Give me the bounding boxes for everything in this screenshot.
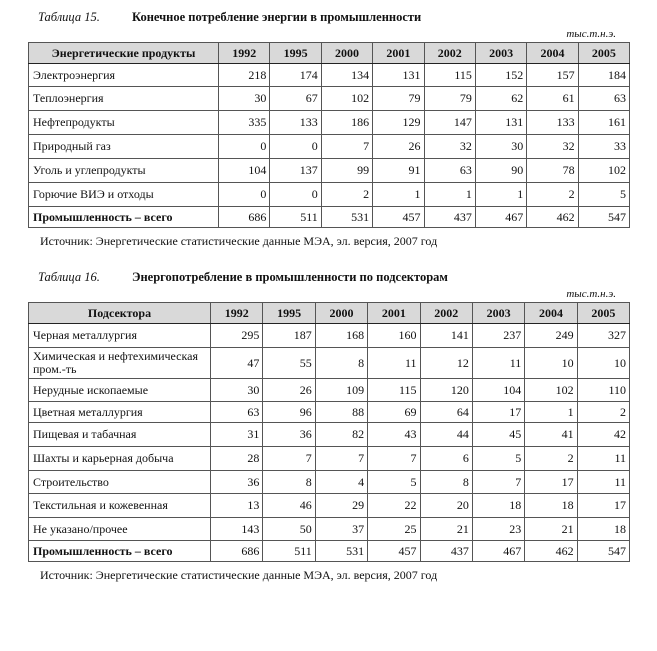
table-16-header [29,303,630,324]
cell-value: 102 [321,87,372,111]
table-row [29,402,630,423]
cell-value: 46 [263,494,315,518]
cell-value: 32 [424,135,475,159]
cell-value: 511 [263,541,315,562]
cell-value: 295 [211,324,263,348]
cell-value: 462 [525,541,577,562]
table-16-block [28,270,630,583]
cell-value: 115 [424,64,475,87]
cell-value: 55 [263,348,315,379]
table-16-caption [28,270,630,288]
cell-value: 22 [368,494,420,518]
cell-value: 157 [527,64,578,87]
cell-value: 20 [420,494,472,518]
cell-value: 13 [211,494,263,518]
cell-value: 161 [578,111,629,135]
table-row [29,494,630,518]
cell-value: 104 [472,379,524,402]
table-15-number: Таблица 15. [38,10,100,24]
cell-value: 335 [219,111,270,135]
cell-value: 547 [578,207,629,228]
cell-value: 31 [211,423,263,447]
cell-value: 45 [472,423,524,447]
cell-value: 10 [577,348,629,379]
table-15-caption [28,10,630,28]
cell-value: 18 [525,494,577,518]
cell-value: 5 [578,183,629,207]
cell-value: 7 [368,447,420,471]
column-header-year: 2004 [525,303,577,324]
cell-value: 79 [373,87,424,111]
table-row [29,518,630,541]
cell-value: 2 [321,183,372,207]
cell-value: 437 [424,207,475,228]
cell-value: 0 [219,135,270,159]
cell-value: 78 [527,159,578,183]
row-label: Уголь и углепродукты [29,159,219,183]
row-label: Строительство [29,471,211,494]
cell-value: 187 [263,324,315,348]
cell-value: 12 [420,348,472,379]
column-header-year: 1995 [270,43,321,64]
table-16 [28,302,630,562]
cell-value: 110 [577,379,629,402]
cell-value: 2 [577,402,629,423]
cell-value: 457 [373,207,424,228]
column-header-name: Энергетические продукты [29,43,219,64]
cell-value: 184 [578,64,629,87]
table-16-unit: тыс.т.н.э. [566,288,616,300]
cell-value: 18 [472,494,524,518]
cell-value: 17 [577,494,629,518]
cell-value: 90 [475,159,526,183]
row-label: Нефтепродукты [29,111,219,135]
cell-value: 102 [525,379,577,402]
cell-value: 168 [315,324,367,348]
cell-value: 2 [525,447,577,471]
cell-value: 18 [577,518,629,541]
cell-value: 7 [263,447,315,471]
cell-value: 160 [368,324,420,348]
cell-value: 8 [315,348,367,379]
cell-value: 249 [525,324,577,348]
cell-value: 115 [368,379,420,402]
cell-value: 50 [263,518,315,541]
column-header-year: 2005 [577,303,629,324]
row-label: Электроэнергия [29,64,219,87]
cell-value: 67 [270,87,321,111]
row-label: Горючие ВИЭ и отходы [29,183,219,207]
table-15-title: Конечное потребление энергии в промышленности [132,10,422,24]
cell-value: 457 [368,541,420,562]
total-row [29,541,630,562]
cell-value: 11 [472,348,524,379]
header-row [29,43,630,64]
cell-value: 43 [368,423,420,447]
table-15-source: Источник: Энергетические статистические данные МЭА, эл. версия, 2007 год [40,234,438,248]
row-label: Пищевая и табачная [29,423,211,447]
cell-value: 327 [577,324,629,348]
cell-value: 218 [219,64,270,87]
cell-value: 129 [373,111,424,135]
cell-value: 1 [424,183,475,207]
cell-value: 17 [472,402,524,423]
cell-value: 99 [321,159,372,183]
table-15-block [28,10,630,249]
cell-value: 437 [420,541,472,562]
cell-value: 1 [373,183,424,207]
cell-value: 11 [368,348,420,379]
table-row [29,471,630,494]
column-header-year: 2003 [475,43,526,64]
cell-value: 96 [263,402,315,423]
column-header-year: 2002 [420,303,472,324]
row-label: Шахты и карьерная добыча [29,447,211,471]
total-row [29,207,630,228]
cell-value: 186 [321,111,372,135]
cell-value: 143 [211,518,263,541]
cell-value: 33 [578,135,629,159]
cell-value: 36 [263,423,315,447]
column-header-year: 1992 [211,303,263,324]
cell-value: 547 [577,541,629,562]
cell-value: 17 [525,471,577,494]
cell-value: 4 [315,471,367,494]
row-label: Химическая и нефтехимическая пром.-ть [29,348,211,379]
cell-value: 23 [472,518,524,541]
column-header-year: 2005 [578,43,629,64]
row-label: Текстильная и кожевенная [29,494,211,518]
cell-value: 91 [373,159,424,183]
table-row [29,87,630,111]
cell-value: 26 [263,379,315,402]
cell-value: 36 [211,471,263,494]
cell-value: 47 [211,348,263,379]
column-header-year: 2002 [424,43,475,64]
table-row [29,379,630,402]
cell-value: 5 [368,471,420,494]
cell-value: 1 [475,183,526,207]
row-label: Теплоэнергия [29,87,219,111]
cell-value: 462 [527,207,578,228]
cell-value: 11 [577,447,629,471]
cell-value: 120 [420,379,472,402]
cell-value: 467 [472,541,524,562]
cell-value: 26 [373,135,424,159]
cell-value: 82 [315,423,367,447]
row-label: Нерудные ископаемые [29,379,211,402]
cell-value: 30 [475,135,526,159]
cell-value: 467 [475,207,526,228]
cell-value: 133 [527,111,578,135]
cell-value: 2 [527,183,578,207]
cell-value: 25 [368,518,420,541]
cell-value: 29 [315,494,367,518]
table-row [29,324,630,348]
column-header-year: 2001 [373,43,424,64]
column-header-year: 2004 [527,43,578,64]
cell-value: 32 [527,135,578,159]
cell-value: 37 [315,518,367,541]
column-header-year: 2003 [472,303,524,324]
cell-value: 102 [578,159,629,183]
column-header-year: 2000 [321,43,372,64]
table-15-header [29,43,630,64]
cell-value: 63 [424,159,475,183]
cell-value: 133 [270,111,321,135]
cell-value: 63 [211,402,263,423]
row-label: Природный газ [29,135,219,159]
cell-value: 0 [219,183,270,207]
cell-value: 134 [321,64,372,87]
cell-value: 237 [472,324,524,348]
table-16-title: Энергопотребление в промышленности по подсекторам [132,270,448,284]
cell-value: 30 [219,87,270,111]
column-header-year: 1995 [263,303,315,324]
table-row [29,447,630,471]
cell-value: 147 [424,111,475,135]
cell-value: 109 [315,379,367,402]
row-label: Черная металлургия [29,324,211,348]
cell-value: 531 [315,541,367,562]
table-16-source: Источник: Энергетические статистические данные МЭА, эл. версия, 2007 год [40,568,438,582]
table-row [29,348,630,379]
table-row [29,64,630,87]
header-row [29,303,630,324]
cell-value: 137 [270,159,321,183]
cell-value: 0 [270,135,321,159]
cell-value: 511 [270,207,321,228]
cell-value: 8 [420,471,472,494]
row-label: Промышленность – всего [29,207,219,228]
table-row [29,183,630,207]
cell-value: 11 [577,471,629,494]
cell-value: 1 [525,402,577,423]
cell-value: 141 [420,324,472,348]
cell-value: 686 [219,207,270,228]
column-header-name: Подсектора [29,303,211,324]
row-label: Промышленность – всего [29,541,211,562]
table-15 [28,42,630,228]
cell-value: 174 [270,64,321,87]
column-header-year: 2001 [368,303,420,324]
cell-value: 62 [475,87,526,111]
cell-value: 21 [525,518,577,541]
cell-value: 61 [527,87,578,111]
cell-value: 5 [472,447,524,471]
cell-value: 44 [420,423,472,447]
table-15-unit: тыс.т.н.э. [566,28,616,40]
cell-value: 7 [472,471,524,494]
cell-value: 64 [420,402,472,423]
cell-value: 131 [373,64,424,87]
cell-value: 10 [525,348,577,379]
cell-value: 41 [525,423,577,447]
cell-value: 42 [577,423,629,447]
cell-value: 7 [315,447,367,471]
cell-value: 686 [211,541,263,562]
cell-value: 21 [420,518,472,541]
cell-value: 28 [211,447,263,471]
cell-value: 63 [578,87,629,111]
cell-value: 104 [219,159,270,183]
row-label: Цветная металлургия [29,402,211,423]
cell-value: 7 [321,135,372,159]
table-row [29,423,630,447]
row-label: Не указано/прочее [29,518,211,541]
column-header-year: 2000 [315,303,367,324]
table-16-body [29,324,630,562]
cell-value: 0 [270,183,321,207]
cell-value: 531 [321,207,372,228]
table-row [29,159,630,183]
column-header-year: 1992 [219,43,270,64]
cell-value: 152 [475,64,526,87]
cell-value: 69 [368,402,420,423]
cell-value: 30 [211,379,263,402]
cell-value: 79 [424,87,475,111]
cell-value: 6 [420,447,472,471]
table-row [29,111,630,135]
table-row [29,135,630,159]
cell-value: 88 [315,402,367,423]
table-15-body [29,64,630,228]
cell-value: 8 [263,471,315,494]
cell-value: 131 [475,111,526,135]
table-16-number: Таблица 16. [38,270,100,284]
